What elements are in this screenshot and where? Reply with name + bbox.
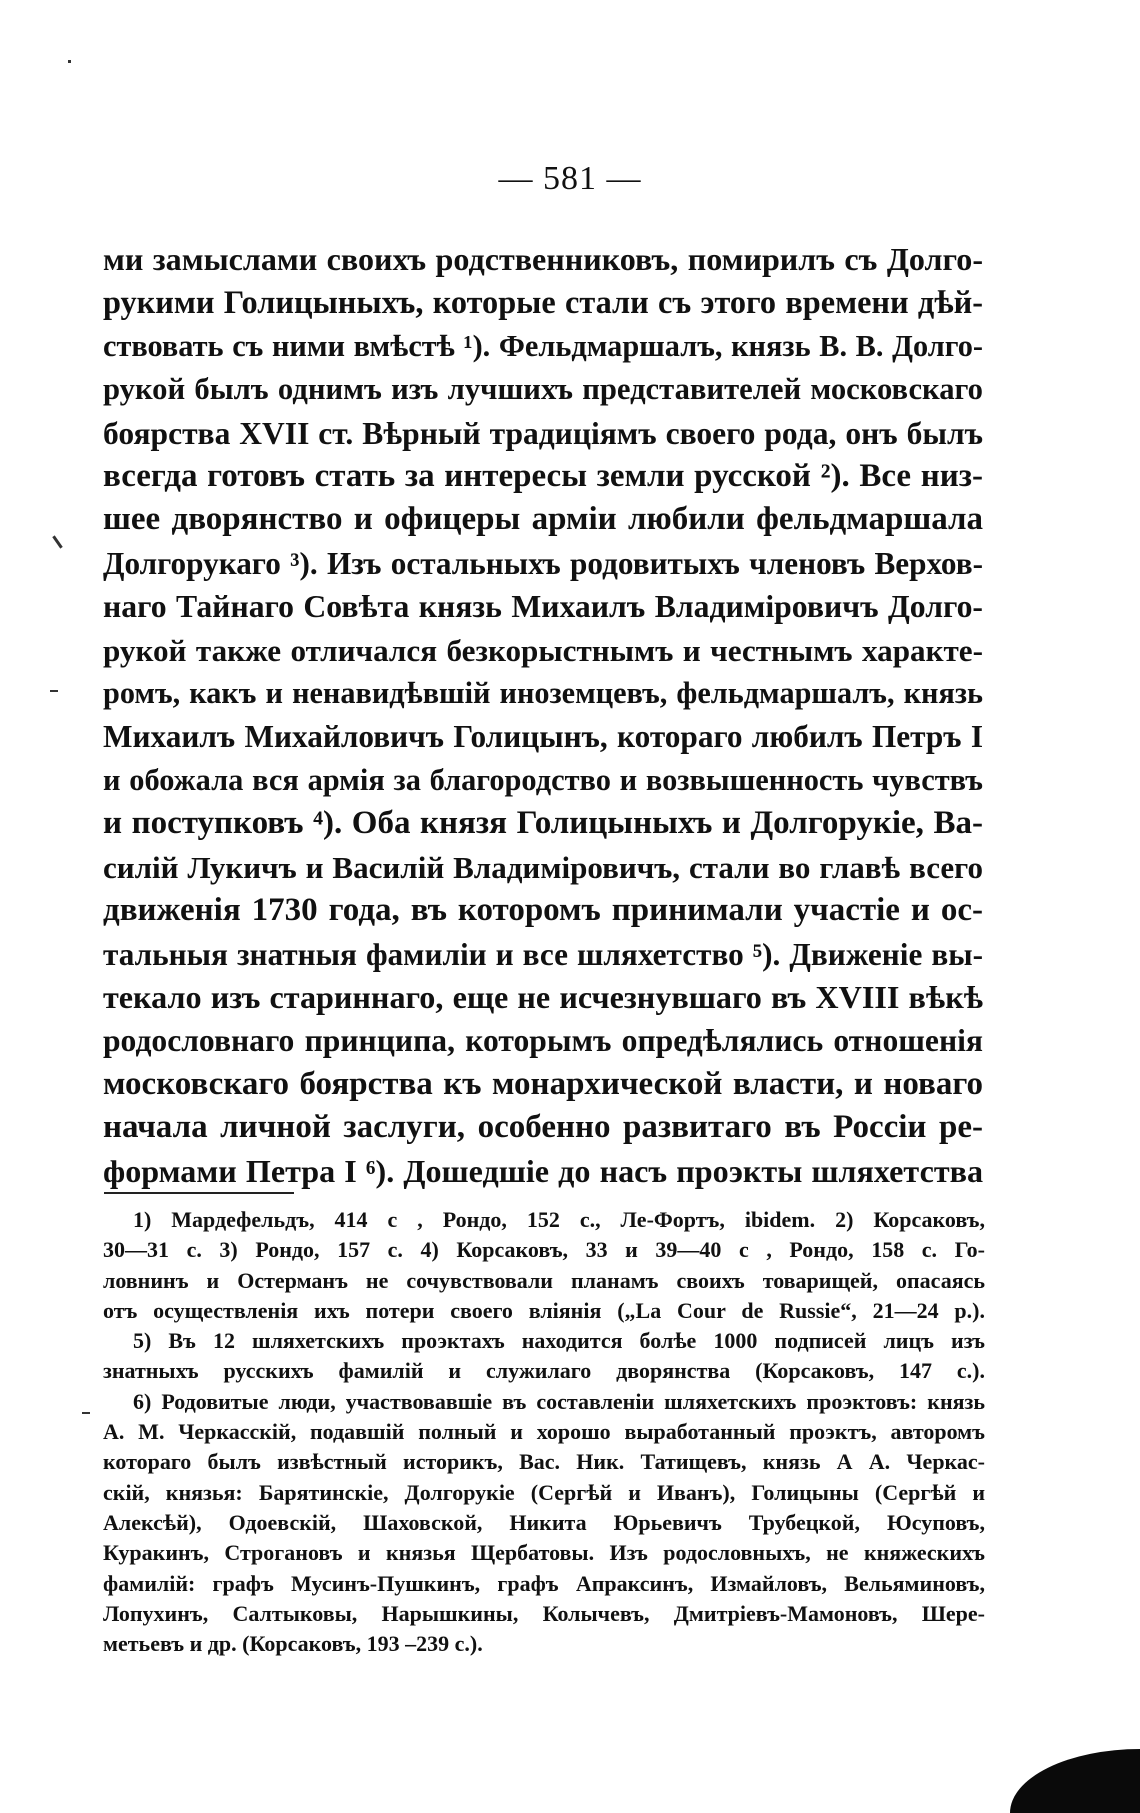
scan-mark <box>68 60 71 63</box>
body-line: и поступковъ ⁴). Оба князя Голицыныхъ и Долгорукіе, Ва- <box>103 805 983 842</box>
footnote-line: 1) Мардефельдъ, 414 с , Рондо, 152 с., Ле-Фортъ, ibidem. 2) Корсаковъ, <box>133 1207 985 1232</box>
body-line: рукой также отличался безкорыстнымъ и честнымъ характе- <box>103 632 983 668</box>
body-line: ми замыслами своихъ родственниковъ, помирилъ съ Долго- <box>103 241 983 277</box>
footnote-line: котораго былъ извѣстный историкъ, Вас. Ник. Татищевъ, князь А А. Черкас- <box>103 1449 985 1475</box>
footnote-line: Лопухинъ, Салтыковы, Нарышкины, Колычевъ, Дмитріевъ-Мамоновъ, Шере- <box>103 1600 985 1626</box>
footnote-line: А. М. Черкасскій, подавшій полный и хорошо выработанный проэктъ, авторомъ <box>103 1419 985 1445</box>
body-line: боярства XVII ст. Вѣрный традиціямъ своего рода, онъ былъ <box>103 415 983 451</box>
body-line: рукой былъ однимъ изъ лучшихъ представителей московскаго <box>103 372 983 407</box>
scan-mark <box>50 690 58 692</box>
footnote-line: отъ осуществленія ихъ потери своего вліянія („La Cour de Russie“, 21—24 p.). <box>103 1297 985 1323</box>
body-line: родословнаго принципа, которымъ опредѣлялись отношенія <box>103 1023 983 1059</box>
body-text <box>103 238 983 1193</box>
body-line: тальныя знатныя фамиліи и все шляхетство ⁵). Движеніе вы- <box>103 936 983 972</box>
body-line: рукими Голицыныхъ, которые стали съ этого времени дѣй- <box>103 284 983 321</box>
footnote-line: 30—31 с. 3) Рондо, 157 с. 4) Корсаковъ, 33 и 39—40 с , Рондо, 158 с. Го- <box>103 1237 985 1263</box>
footnote-rule <box>104 1192 294 1194</box>
body-line: текало изъ стариннаго, еще не исчезнувшаго въ XVIII вѣкѣ <box>103 978 983 1015</box>
scan-mark <box>82 1412 90 1414</box>
footnote-line: метьевъ и др. (Корсаковъ, 193 –239 с.). <box>103 1631 483 1657</box>
body-line: формами Петра I ⁶). Дошедшіе до насъ проэкты шляхетства <box>103 1152 983 1189</box>
body-line: и обожала вся армія за благородство и возвышенность чувствъ <box>103 762 983 797</box>
body-line: ромъ, какъ и ненавидѣвшій иноземцевъ, фельдмаршалъ, князь <box>103 676 983 711</box>
body-line: Михаилъ Михайловичъ Голицынъ, котораго любилъ Петръ I <box>103 719 983 755</box>
scan-mark <box>52 535 62 548</box>
body-line: шее дворянство и офицеры арміи любили фельдмаршала <box>103 501 983 538</box>
footnote-line: скій, князья: Барятинскіе, Долгорукіе (Сергѣй и Иванъ), Голицыны (Сергѣй и <box>103 1479 985 1505</box>
body-line: наго Тайнаго Совѣта князь Михаилъ Владиміровичъ Долго- <box>103 589 983 625</box>
footnote-line: ловнинъ и Остерманъ не сочувствовали планамъ своихъ товарищей, опасаясь <box>103 1267 985 1293</box>
footnote-line: 6) Родовитые люди, участвовавшіе въ составленіи шляхетскихъ проэктовъ: князь <box>133 1388 985 1414</box>
body-line: Долгорукаго ³). Изъ остальныхъ родовитыхъ членовъ Верхов- <box>103 545 983 581</box>
body-line: ствовать съ ними вмѣстѣ ¹). Фельдмаршалъ, князь В. В. Долго- <box>103 328 983 363</box>
footnotes <box>103 1205 985 1659</box>
footnote-line: знатныхъ русскихъ фамилій и служилаго дворянства (Корсаковъ, 147 с.). <box>103 1358 985 1384</box>
body-line: силій Лукичъ и Василій Владиміровичъ, стали во главѣ всего <box>103 849 983 885</box>
body-line: всегда готовъ стать за интересы земли русской ²). Все низ- <box>103 458 983 495</box>
footnote-line: фамилій: графъ Мусинъ-Пушкинъ, графъ Апраксинъ, Измайловъ, Вельяминовъ, <box>103 1570 985 1596</box>
body-line: начала личной заслуги, особенно развитаго въ Россіи ре- <box>103 1109 983 1146</box>
body-line: движенія 1730 года, въ которомъ принимали участіе и ос- <box>103 892 983 929</box>
scan-corner-blot <box>1010 1749 1140 1813</box>
body-line: московскаго боярства къ монархической власти, и новаго <box>103 1065 983 1102</box>
footnote-line: Куракинъ, Строгановъ и князья Щербатовы. Изъ родословныхъ, не княжескихъ <box>103 1540 985 1566</box>
footnote-line: 5) Въ 12 шляхетскихъ проэктахъ находится болѣе 1000 подписей лицъ изъ <box>133 1328 985 1354</box>
footnote-line: Алексѣй), Одоевскій, Шаховской, Никита Юрьевичъ Трубецкой, Юсуповъ, <box>103 1509 985 1535</box>
page-number: — 581 — <box>498 160 642 197</box>
